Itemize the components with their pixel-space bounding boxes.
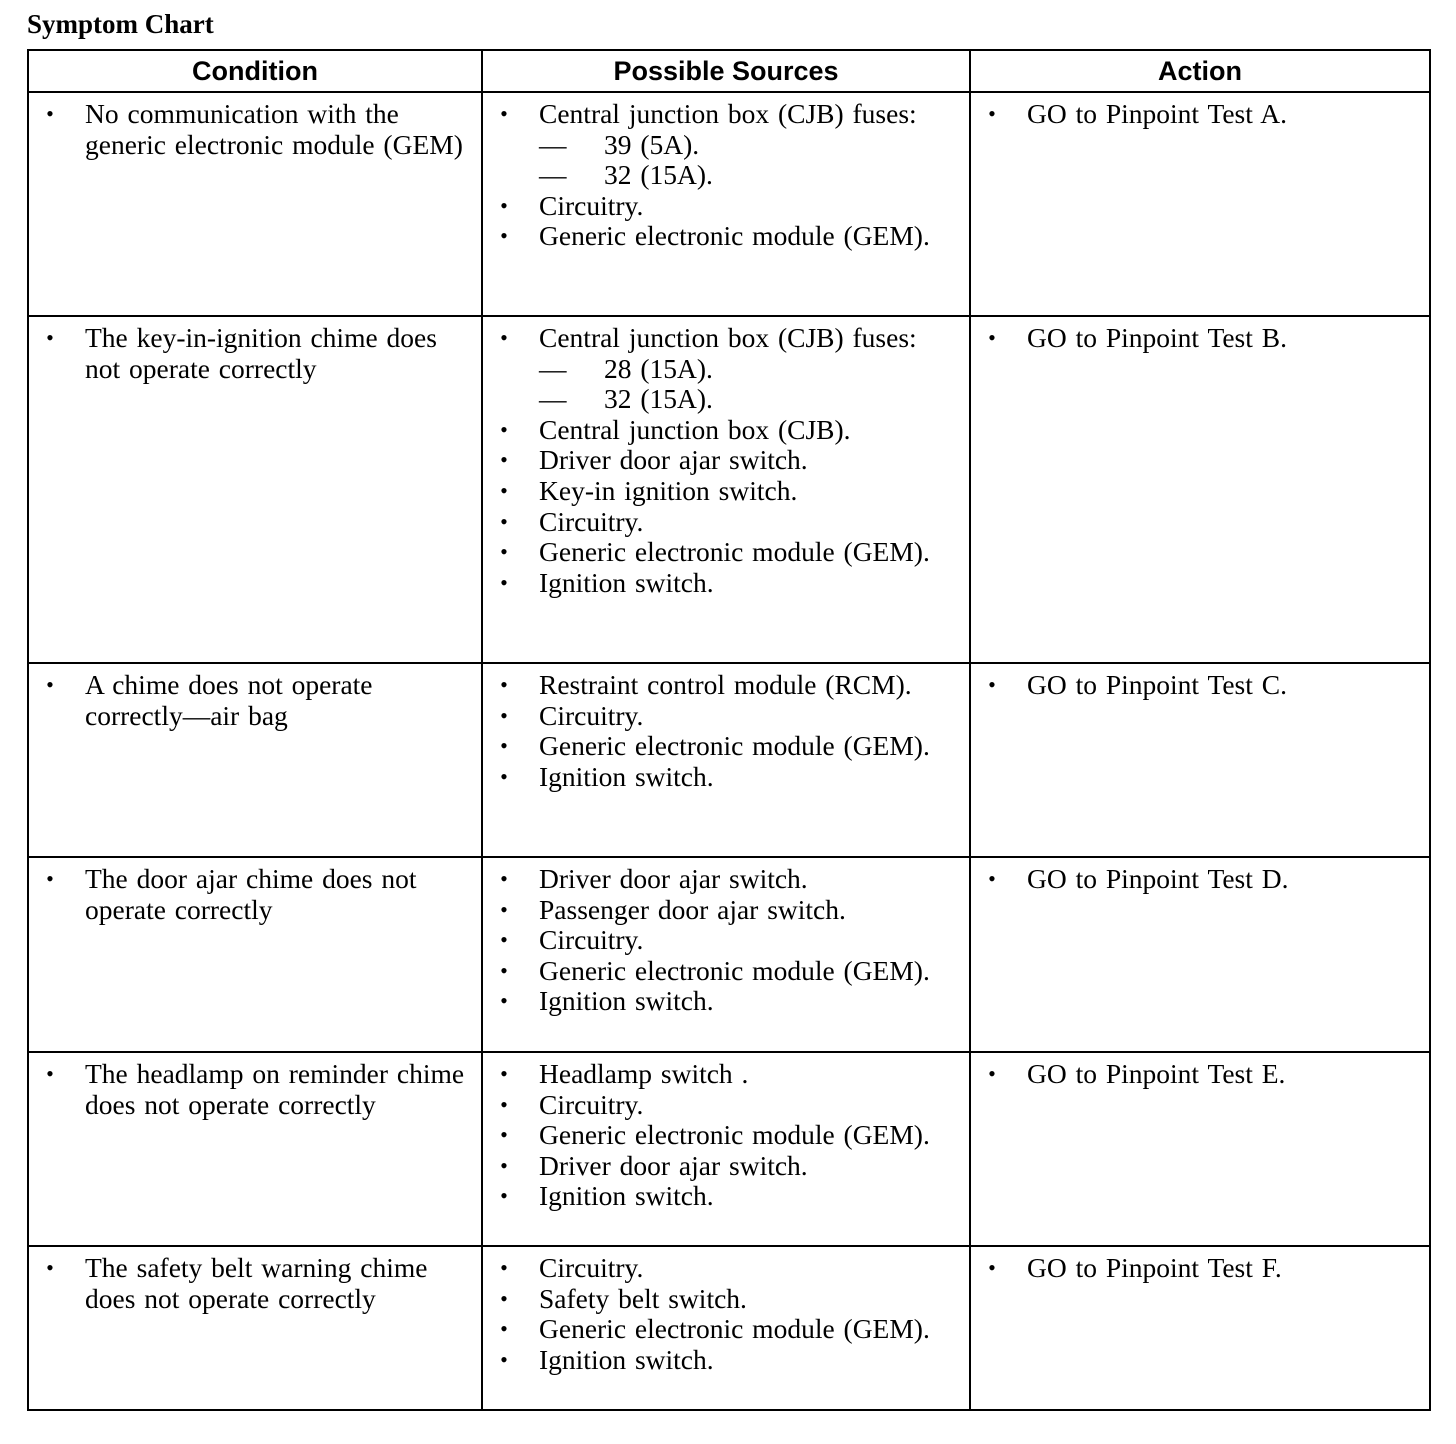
dash-icon: — bbox=[539, 159, 567, 191]
bullet-icon: • bbox=[988, 325, 996, 350]
fuse-item bbox=[539, 160, 961, 191]
source-item bbox=[496, 1345, 961, 1376]
action-item bbox=[984, 670, 1421, 701]
item-text: Generic electronic module (GEM). bbox=[539, 954, 930, 986]
fuse-text: 28 (15A). bbox=[604, 352, 713, 384]
possible-sources-cell bbox=[482, 663, 970, 857]
condition-item bbox=[42, 670, 473, 731]
bullet-icon: • bbox=[500, 957, 508, 983]
fuse-list bbox=[539, 354, 961, 415]
action-list bbox=[984, 99, 1421, 130]
action-list bbox=[984, 323, 1421, 354]
item-text: A chime does not operate correctly—air bag bbox=[85, 669, 373, 731]
action-list bbox=[984, 1059, 1421, 1090]
item-text: Driver door ajar switch. bbox=[539, 1149, 808, 1181]
possible-sources-cell bbox=[482, 857, 970, 1052]
bullet-icon: • bbox=[988, 1061, 996, 1086]
item-text: GO to Pinpoint Test A. bbox=[1027, 98, 1287, 129]
item-text: Driver door ajar switch. bbox=[539, 444, 808, 476]
item-text: Circuitry. bbox=[539, 924, 644, 956]
bullet-icon: • bbox=[46, 325, 54, 350]
source-item bbox=[496, 701, 961, 732]
bullet-icon: • bbox=[500, 101, 508, 126]
condition-list bbox=[42, 1059, 473, 1120]
source-item bbox=[496, 568, 961, 599]
item-text: GO to Pinpoint Test E. bbox=[1027, 1058, 1286, 1089]
bullet-icon: • bbox=[500, 1091, 508, 1117]
dash-icon: — bbox=[539, 128, 567, 160]
condition-cell bbox=[28, 663, 482, 857]
condition-cell bbox=[28, 1052, 482, 1246]
header-row bbox=[28, 50, 1430, 92]
source-item bbox=[496, 323, 961, 415]
bullet-icon: • bbox=[500, 672, 508, 697]
item-text: Central junction box (CJB). bbox=[539, 413, 851, 445]
column-header-possible-sources: Possible Sources bbox=[482, 50, 970, 92]
source-item bbox=[496, 221, 961, 252]
item-text: Generic electronic module (GEM). bbox=[539, 536, 930, 568]
table-row bbox=[28, 857, 1430, 1052]
possible-sources-cell bbox=[482, 316, 970, 663]
bullet-icon: • bbox=[46, 1255, 54, 1280]
item-text: Driver door ajar switch. bbox=[539, 863, 808, 894]
bullet-icon: • bbox=[500, 896, 508, 922]
bullet-icon: • bbox=[500, 927, 508, 953]
source-item bbox=[496, 731, 961, 762]
action-cell bbox=[970, 316, 1430, 663]
source-item bbox=[496, 415, 961, 446]
source-item bbox=[496, 1059, 961, 1090]
bullet-icon: • bbox=[988, 866, 996, 891]
action-list bbox=[984, 864, 1421, 895]
bullet-icon: • bbox=[500, 763, 508, 789]
item-text: Generic electronic module (GEM). bbox=[539, 1119, 930, 1151]
source-item bbox=[496, 191, 961, 222]
action-item bbox=[984, 99, 1421, 130]
source-item bbox=[496, 476, 961, 507]
source-item bbox=[496, 762, 961, 793]
fuse-text: 32 (15A). bbox=[604, 383, 713, 415]
possible-sources-list bbox=[496, 323, 961, 598]
action-item bbox=[984, 864, 1421, 895]
bullet-icon: • bbox=[500, 416, 508, 442]
action-cell bbox=[970, 857, 1430, 1052]
action-cell bbox=[970, 663, 1430, 857]
source-item bbox=[496, 1284, 961, 1315]
item-text: The key-in-ignition chime does not operate correctly bbox=[85, 322, 437, 384]
bullet-icon: • bbox=[500, 1316, 508, 1342]
action-cell bbox=[970, 1246, 1430, 1410]
action-cell bbox=[970, 1052, 1430, 1246]
condition-list bbox=[42, 670, 473, 731]
item-text: Restraint control module (RCM). bbox=[539, 669, 912, 700]
item-text: Circuitry. bbox=[539, 189, 644, 221]
item-text: Circuitry. bbox=[539, 1088, 644, 1120]
item-text: Ignition switch. bbox=[539, 985, 714, 1017]
condition-item bbox=[42, 1253, 473, 1314]
condition-list bbox=[42, 864, 473, 925]
item-text: Passenger door ajar switch. bbox=[539, 893, 846, 925]
fuse-item bbox=[539, 384, 961, 415]
bullet-icon: • bbox=[46, 672, 54, 697]
fuse-list bbox=[539, 130, 961, 191]
item-text: GO to Pinpoint Test F. bbox=[1027, 1252, 1282, 1283]
source-item bbox=[496, 670, 961, 701]
bullet-icon: • bbox=[46, 1061, 54, 1086]
possible-sources-list bbox=[496, 99, 961, 252]
condition-cell bbox=[28, 1246, 482, 1410]
item-text: Generic electronic module (GEM). bbox=[539, 220, 930, 252]
condition-item bbox=[42, 323, 473, 384]
table-row bbox=[28, 316, 1430, 663]
item-text: GO to Pinpoint Test C. bbox=[1027, 669, 1287, 700]
bullet-icon: • bbox=[500, 866, 508, 891]
action-list bbox=[984, 670, 1421, 701]
bullet-icon: • bbox=[500, 477, 508, 503]
bullet-icon: • bbox=[500, 1122, 508, 1148]
item-text: GO to Pinpoint Test D. bbox=[1027, 863, 1289, 894]
condition-list bbox=[42, 1253, 473, 1314]
bullet-icon: • bbox=[46, 866, 54, 891]
bullet-icon: • bbox=[500, 539, 508, 565]
item-text: Ignition switch. bbox=[539, 760, 714, 792]
item-text: Central junction box (CJB) fuses: bbox=[539, 322, 917, 353]
item-text: Ignition switch. bbox=[539, 1343, 714, 1375]
condition-item bbox=[42, 864, 473, 925]
chart-body bbox=[28, 92, 1430, 1410]
bullet-icon: • bbox=[500, 1183, 508, 1209]
source-item bbox=[496, 895, 961, 926]
condition-list bbox=[42, 323, 473, 384]
item-text: Central junction box (CJB) fuses: bbox=[539, 98, 917, 129]
column-header-action: Action bbox=[970, 50, 1430, 92]
item-text: The headlamp on reminder chime does not operate correctly bbox=[85, 1058, 465, 1120]
source-item bbox=[496, 1314, 961, 1345]
bullet-icon: • bbox=[500, 192, 508, 218]
item-text: Circuitry. bbox=[539, 505, 644, 537]
fuse-text: 39 (5A). bbox=[604, 128, 700, 160]
action-item bbox=[984, 1059, 1421, 1090]
action-item bbox=[984, 1253, 1421, 1284]
source-item bbox=[496, 925, 961, 956]
bullet-icon: • bbox=[500, 447, 508, 473]
item-text: Generic electronic module (GEM). bbox=[539, 1313, 930, 1345]
possible-sources-list bbox=[496, 1059, 961, 1212]
action-item bbox=[984, 323, 1421, 354]
bullet-icon: • bbox=[500, 702, 508, 728]
table-row bbox=[28, 1246, 1430, 1410]
bullet-icon: • bbox=[988, 1255, 996, 1280]
column-header-condition: Condition bbox=[28, 50, 482, 92]
source-item bbox=[496, 99, 961, 191]
item-text: The door ajar chime does not operate correctly bbox=[85, 863, 417, 925]
possible-sources-cell bbox=[482, 1052, 970, 1246]
action-cell bbox=[970, 92, 1430, 316]
source-item bbox=[496, 1151, 961, 1182]
source-item bbox=[496, 1253, 961, 1284]
condition-cell bbox=[28, 316, 482, 663]
bullet-icon: • bbox=[46, 101, 54, 126]
possible-sources-cell bbox=[482, 92, 970, 316]
item-text: Generic electronic module (GEM). bbox=[539, 730, 930, 762]
bullet-icon: • bbox=[988, 672, 996, 697]
source-item bbox=[496, 1181, 961, 1212]
condition-item bbox=[42, 99, 473, 160]
item-text: The safety belt warning chime does not operate correctly bbox=[85, 1252, 428, 1314]
source-item bbox=[496, 537, 961, 568]
source-item bbox=[496, 864, 961, 895]
item-text: GO to Pinpoint Test B. bbox=[1027, 322, 1287, 353]
condition-item bbox=[42, 1059, 473, 1120]
bullet-icon: • bbox=[500, 1255, 508, 1280]
bullet-icon: • bbox=[500, 1152, 508, 1178]
bullet-icon: • bbox=[500, 733, 508, 759]
source-item bbox=[496, 507, 961, 538]
action-list bbox=[984, 1253, 1421, 1284]
item-text: Safety belt switch. bbox=[539, 1282, 747, 1314]
condition-cell bbox=[28, 857, 482, 1052]
possible-sources-list bbox=[496, 864, 961, 1017]
bullet-icon: • bbox=[500, 508, 508, 534]
item-text: Circuitry. bbox=[539, 1252, 644, 1283]
source-item bbox=[496, 1120, 961, 1151]
symptom-chart-table bbox=[27, 49, 1431, 1411]
table-row bbox=[28, 1052, 1430, 1246]
bullet-icon: • bbox=[500, 569, 508, 595]
bullet-icon: • bbox=[500, 223, 508, 249]
possible-sources-list bbox=[496, 670, 961, 792]
bullet-icon: • bbox=[988, 101, 996, 126]
source-item bbox=[496, 956, 961, 987]
item-text: No communication with the generic electronic module (GEM) bbox=[85, 98, 463, 160]
page-title: Symptom Chart bbox=[27, 9, 214, 39]
fuse-item bbox=[539, 130, 961, 161]
item-text: Key-in ignition switch. bbox=[539, 474, 798, 506]
fuse-item bbox=[539, 354, 961, 385]
source-item bbox=[496, 445, 961, 476]
dash-icon: — bbox=[539, 383, 567, 415]
source-item bbox=[496, 1090, 961, 1121]
item-text: Circuitry. bbox=[539, 699, 644, 731]
item-text: Ignition switch. bbox=[539, 1180, 714, 1212]
bullet-icon: • bbox=[500, 988, 508, 1014]
table-row bbox=[28, 92, 1430, 316]
possible-sources-list bbox=[496, 1253, 961, 1375]
possible-sources-cell bbox=[482, 1246, 970, 1410]
bullet-icon: • bbox=[500, 1285, 508, 1311]
bullet-icon: • bbox=[500, 1346, 508, 1372]
table-row bbox=[28, 663, 1430, 857]
dash-icon: — bbox=[539, 352, 567, 384]
bullet-icon: • bbox=[500, 1061, 508, 1086]
item-text: Ignition switch. bbox=[539, 566, 714, 598]
item-text: Headlamp switch . bbox=[539, 1058, 749, 1089]
source-item bbox=[496, 986, 961, 1017]
condition-cell bbox=[28, 92, 482, 316]
condition-list bbox=[42, 99, 473, 160]
fuse-text: 32 (15A). bbox=[604, 159, 713, 191]
bullet-icon: • bbox=[500, 325, 508, 350]
